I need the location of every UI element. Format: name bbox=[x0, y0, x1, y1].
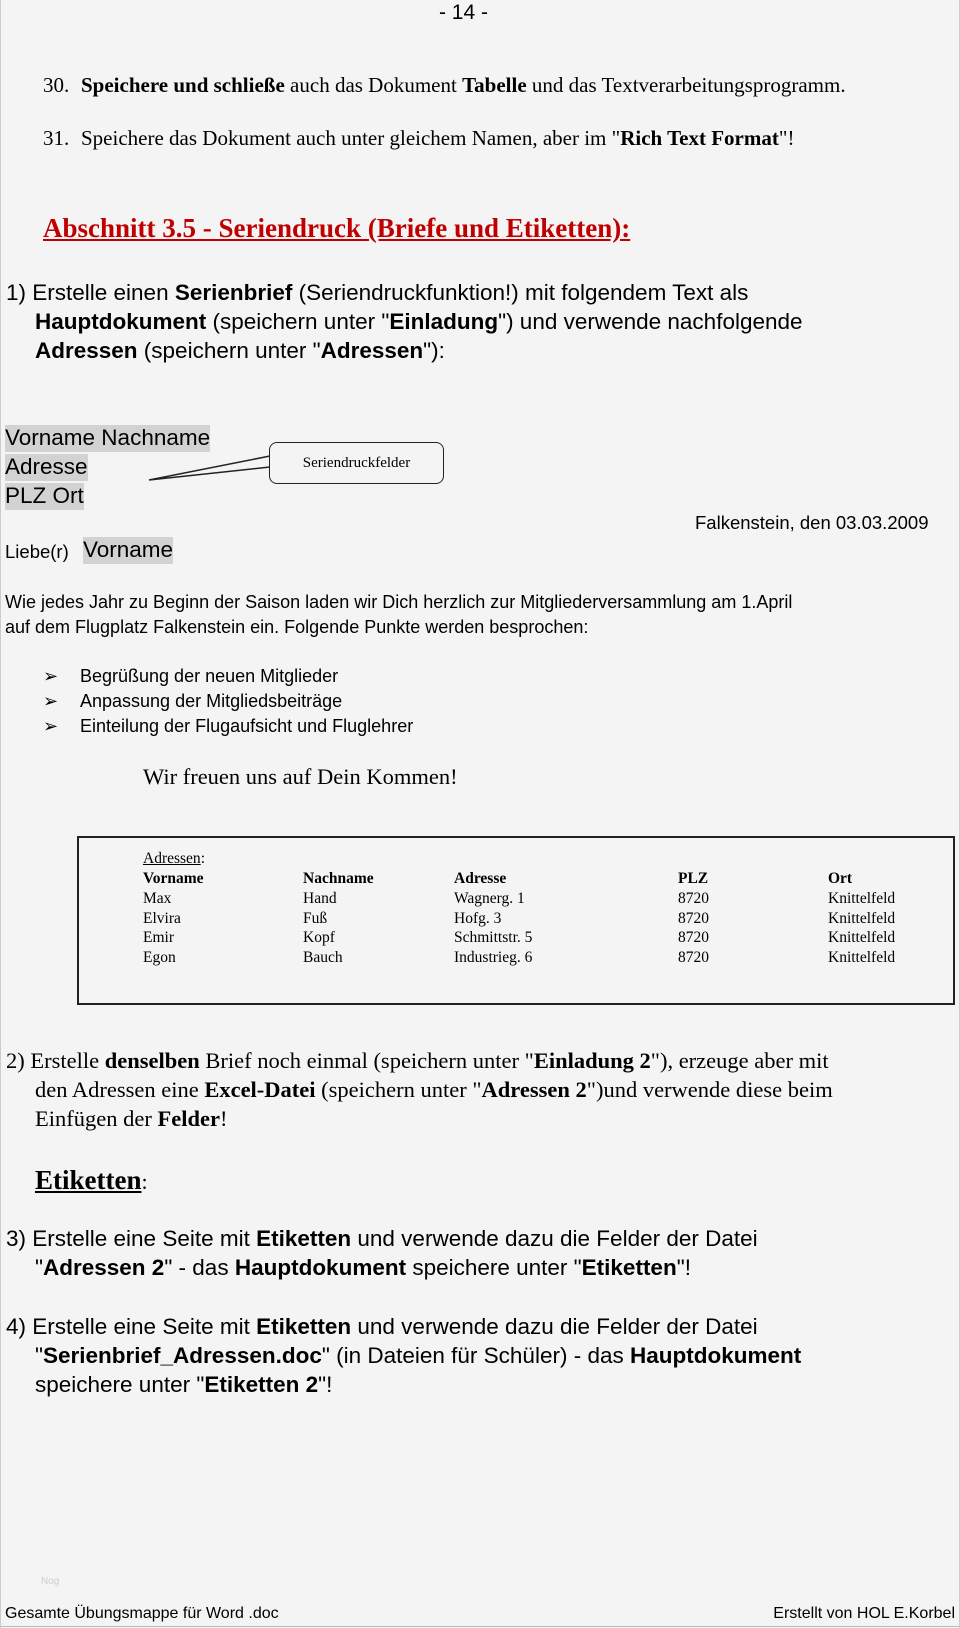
task2-line bbox=[35, 1108, 227, 1131]
callout-pointer bbox=[141, 455, 281, 485]
table-cell: Wagnerg. 1 bbox=[454, 890, 525, 907]
etiketten-heading-text: Etiketten bbox=[35, 1165, 142, 1195]
bold-run: Hauptdokument bbox=[234, 1255, 407, 1280]
page-number: - 14 - bbox=[438, 1, 488, 24]
text-run: (speichern unter " bbox=[206, 309, 390, 334]
bold-run: Einladung bbox=[389, 309, 499, 334]
footer-right: Erstellt von HOL E.Korbel bbox=[773, 1605, 955, 1622]
table-cell: Hand bbox=[303, 890, 337, 907]
text-run: und verwende dazu die Felder der Datei bbox=[351, 1314, 758, 1339]
text-run: den Adressen eine bbox=[35, 1077, 205, 1102]
task2-line bbox=[35, 1079, 833, 1102]
task1-line bbox=[35, 311, 803, 334]
letter-date: Falkenstein, den 03.03.2009 bbox=[695, 512, 929, 533]
text-run: Brief noch einmal (speichern unter " bbox=[199, 1048, 534, 1073]
bold-run: Etiketten bbox=[256, 1314, 352, 1339]
text-run: (speichern unter " bbox=[137, 338, 321, 363]
bold-run: Serienbrief_Adressen.doc bbox=[43, 1343, 322, 1368]
table-cell: 8720 bbox=[678, 909, 709, 927]
task4-line bbox=[6, 1316, 758, 1339]
table-cell: Knittelfeld bbox=[828, 909, 896, 927]
task2-line bbox=[6, 1050, 829, 1073]
bold-run: Adressen 2 bbox=[481, 1077, 587, 1102]
text-run: "! bbox=[676, 1255, 691, 1280]
footer-border bbox=[1, 1626, 959, 1627]
bold-run: Excel-Datei bbox=[204, 1077, 316, 1102]
text-run: "): bbox=[423, 338, 445, 363]
arrow-bullet-icon: ➢ bbox=[43, 691, 59, 711]
text-run: " bbox=[35, 1255, 43, 1280]
text-run: "), erzeuge aber mit bbox=[650, 1048, 829, 1073]
merge-field-name: Vorname Nachname bbox=[5, 425, 211, 450]
table-cell: Industrieg. 6 bbox=[454, 948, 533, 966]
text-run: ") und verwende nachfolgende bbox=[498, 309, 803, 334]
text-run: 2) Erstelle bbox=[6, 1048, 105, 1073]
table-cell: Knittelfeld bbox=[828, 948, 896, 966]
table-cell: Knittelfeld bbox=[828, 890, 896, 907]
bold-run: Etiketten 2 bbox=[204, 1372, 319, 1397]
text-run: ")und verwende diese beim bbox=[586, 1077, 833, 1102]
table-header-cell: PLZ bbox=[678, 870, 709, 887]
text-run: " (in Dateien für Schüler) - das bbox=[321, 1343, 630, 1368]
salutation: Liebe(r) bbox=[5, 541, 69, 562]
merge-field-plz-ort: PLZ Ort bbox=[5, 483, 84, 508]
callout-text: Seriendruckfelder bbox=[302, 454, 411, 471]
bold-run: Adressen bbox=[35, 338, 138, 363]
bold-run: Tabelle bbox=[462, 73, 527, 97]
text-run: und das Textverarbeitungsprogramm. bbox=[526, 73, 846, 97]
text-run: " bbox=[35, 1343, 43, 1368]
letter-body-line: Wie jedes Jahr zu Beginn der Saison laden wir Dich herzlich zur Mitgliederversammlung am 1.April bbox=[5, 592, 793, 612]
addresses-box bbox=[77, 836, 955, 1005]
bold-run: Rich Text Format bbox=[620, 126, 779, 150]
task-31-text bbox=[81, 128, 794, 149]
text-run: speichere unter " bbox=[406, 1255, 582, 1280]
table-cell: Emir bbox=[143, 929, 174, 946]
text-run: "! bbox=[778, 126, 795, 150]
merge-field-vorname: Vorname bbox=[83, 537, 174, 562]
text-run: Speichere das Dokument auch unter gleichem Namen, aber im " bbox=[81, 126, 621, 150]
text-run: auch das Dokument bbox=[284, 73, 463, 97]
task-30-number: 30. bbox=[43, 73, 70, 97]
bold-run: Adressen 2 bbox=[43, 1255, 165, 1280]
text-run: 3) Erstelle eine Seite mit bbox=[6, 1226, 257, 1251]
table-header-cell: Adresse bbox=[454, 870, 507, 887]
table-cell: Bauch bbox=[303, 948, 343, 966]
text-run: ! bbox=[219, 1106, 228, 1131]
bold-run: Etiketten bbox=[256, 1226, 352, 1251]
table-cell: 8720 bbox=[678, 929, 709, 946]
task1-line bbox=[35, 340, 445, 363]
text-run: Einfügen der bbox=[35, 1106, 158, 1131]
text-run: 1) Erstelle einen bbox=[6, 280, 175, 305]
letter-body-line: auf dem Flugplatz Falkenstein ein. Folgende Punkte werden besprochen: bbox=[5, 617, 589, 637]
bold-run: Etiketten bbox=[581, 1255, 677, 1280]
addresses-label bbox=[143, 851, 205, 867]
bold-run: Adressen bbox=[320, 338, 424, 363]
table-header-cell: Vorname bbox=[143, 870, 204, 887]
table-header-cell: Nachname bbox=[303, 870, 374, 887]
task-30-text bbox=[81, 75, 846, 96]
bold-run: Serienbrief bbox=[174, 280, 293, 305]
table-cell: Schmittstr. 5 bbox=[454, 929, 533, 946]
table-cell: 8720 bbox=[678, 890, 709, 907]
faint-mark: Nog bbox=[41, 1576, 60, 1587]
text-run: " - das bbox=[164, 1255, 235, 1280]
bullet-item: Einteilung der Flugaufsicht und Fluglehrer bbox=[80, 716, 414, 736]
text-run: (speichern unter " bbox=[315, 1077, 482, 1102]
task1-line bbox=[6, 282, 748, 305]
table-cell: Knittelfeld bbox=[828, 929, 896, 946]
addresses-label-text: Adressen bbox=[143, 850, 201, 867]
task4-line bbox=[35, 1374, 332, 1397]
etiketten-colon: : bbox=[141, 1169, 148, 1194]
table-cell: Elvira bbox=[143, 909, 181, 927]
table-cell: Hofg. 3 bbox=[454, 909, 502, 927]
section-heading: Abschnitt 3.5 - Seriendruck (Briefe und Etiketten): bbox=[43, 213, 631, 243]
bold-run: Hauptdokument bbox=[629, 1343, 802, 1368]
task3-line bbox=[35, 1257, 691, 1280]
task4-line bbox=[35, 1345, 801, 1368]
task3-line bbox=[6, 1228, 758, 1251]
footer-left: Gesamte Übungsmappe für Word .doc bbox=[5, 1605, 279, 1622]
text-run: und verwende dazu die Felder der Datei bbox=[351, 1226, 758, 1251]
callout-seriendruckfelder bbox=[269, 442, 444, 484]
bold-run: Speichere und schließe bbox=[81, 73, 285, 97]
table-cell: Max bbox=[143, 890, 172, 907]
bullet-item: Anpassung der Mitgliedsbeiträge bbox=[80, 691, 343, 711]
table-cell: 8720 bbox=[678, 948, 709, 966]
bullet-item: Begrüßung der neuen Mitglieder bbox=[80, 666, 339, 686]
arrow-bullet-icon: ➢ bbox=[43, 666, 59, 686]
text-run: "! bbox=[318, 1372, 333, 1397]
merge-field-address: Adresse bbox=[5, 454, 88, 479]
letter-closing: Wir freuen uns auf Dein Kommen! bbox=[143, 764, 458, 789]
task-31-number: 31. bbox=[43, 126, 70, 150]
etiketten-heading bbox=[35, 1167, 148, 1194]
table-header-cell: Ort bbox=[828, 870, 853, 887]
bold-run: Felder bbox=[157, 1106, 220, 1131]
arrow-bullet-icon: ➢ bbox=[43, 716, 59, 736]
text-run: speichere unter " bbox=[35, 1372, 205, 1397]
text-run: (Seriendruckfunktion!) mit folgendem Text als bbox=[292, 280, 749, 305]
table-cell: Kopf bbox=[303, 929, 335, 946]
bold-run: denselben bbox=[104, 1048, 200, 1073]
bold-run: Einladung 2 bbox=[533, 1048, 651, 1073]
table-cell: Egon bbox=[143, 948, 176, 966]
addresses-label-colon: : bbox=[200, 850, 205, 867]
bold-run: Hauptdokument bbox=[35, 309, 207, 334]
text-run: 4) Erstelle eine Seite mit bbox=[6, 1314, 257, 1339]
table-cell: Fuß bbox=[303, 909, 328, 927]
